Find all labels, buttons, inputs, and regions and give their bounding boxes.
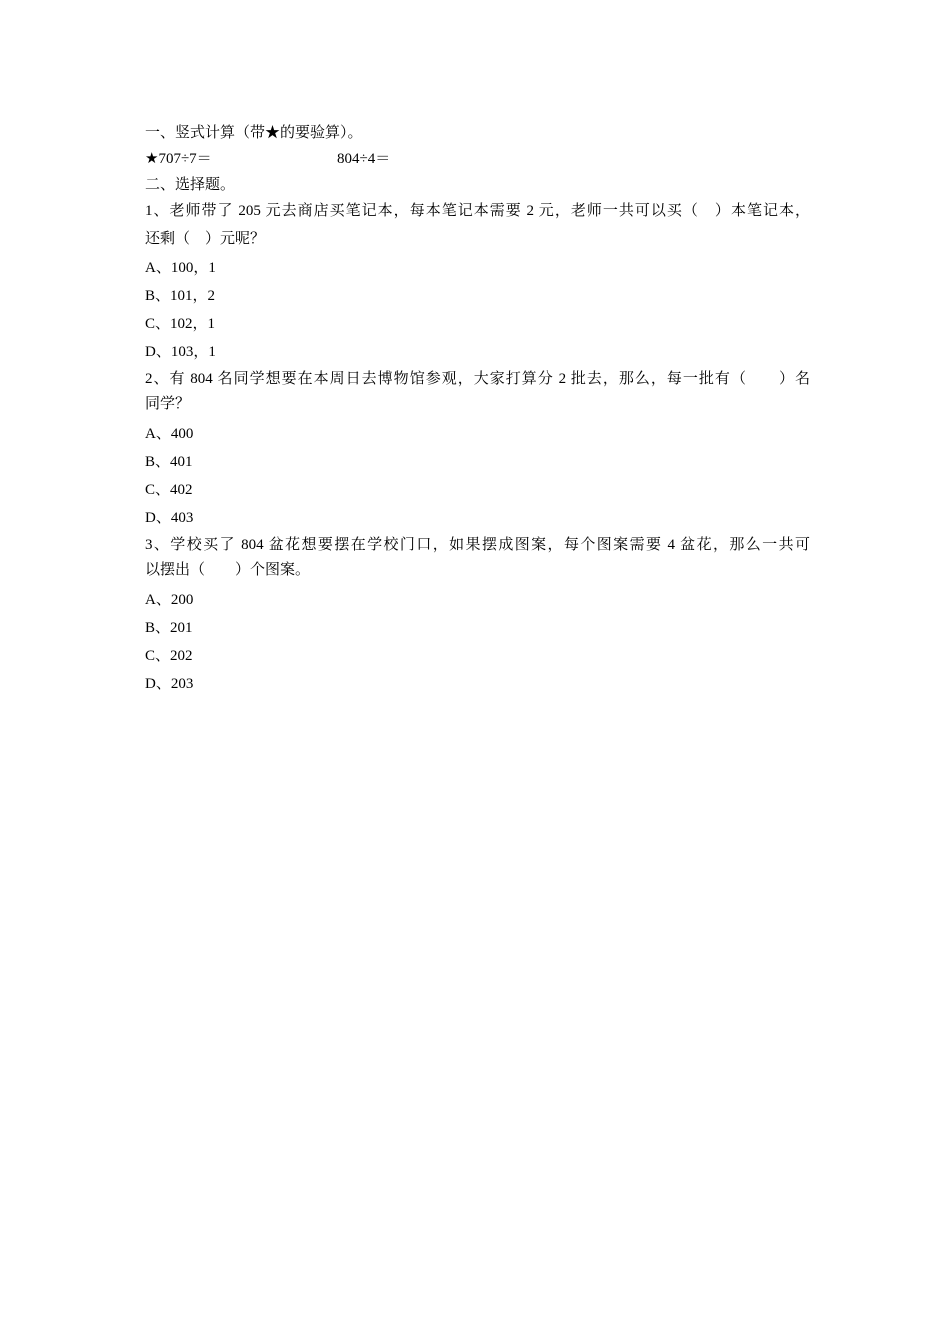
question-1-option-b: B、101，2 xyxy=(145,288,216,304)
section2-title: 二、选择题。 xyxy=(145,177,236,193)
question-3-option-c: C、202 xyxy=(145,648,193,664)
question-1-option-d: D、103，1 xyxy=(145,344,216,360)
calc-problem-a: ★707÷7＝ xyxy=(145,151,212,167)
question-2-option-b: B、401 xyxy=(145,454,193,470)
question-2-line1: 2、有 804 名同学想要在本周日去博物馆参观，大家打算分 2 批去，那么，每一批有（ ）名 xyxy=(145,371,810,387)
document-content xyxy=(145,120,810,698)
question-1-option-c: C、102，1 xyxy=(145,316,216,332)
question-3-option-d: D、203 xyxy=(145,676,194,692)
question-2-option-c: C、402 xyxy=(145,482,193,498)
question-3-line1: 3、学校买了 804 盆花想要摆在学校门口，如果摆成图案，每个图案需要 4 盆花，那么一共可 xyxy=(145,537,810,553)
question-3-option-b: B、201 xyxy=(145,620,193,636)
question-1-line2: 还剩（ ）元呢？ xyxy=(145,231,266,247)
question-2-line2: 同学？ xyxy=(145,396,191,412)
question-1-line1: 1、老师带了 205 元去商店买笔记本，每本笔记本需要 2 元，老师一共可以买（ ）本笔记本， xyxy=(145,203,810,219)
question-1-option-a: A、100，1 xyxy=(145,260,216,276)
question-2-option-a: A、400 xyxy=(145,426,194,442)
calc-row xyxy=(145,146,810,172)
question-2-option-d: D、403 xyxy=(145,510,194,526)
question-3-line2: 以摆出（ ）个图案。 xyxy=(145,562,311,578)
calc-problem-b: 804÷4＝ xyxy=(337,151,391,167)
question-3-option-a: A、200 xyxy=(145,592,194,608)
section1-title: 一、竖式计算（带★的要验算）。 xyxy=(145,125,363,141)
